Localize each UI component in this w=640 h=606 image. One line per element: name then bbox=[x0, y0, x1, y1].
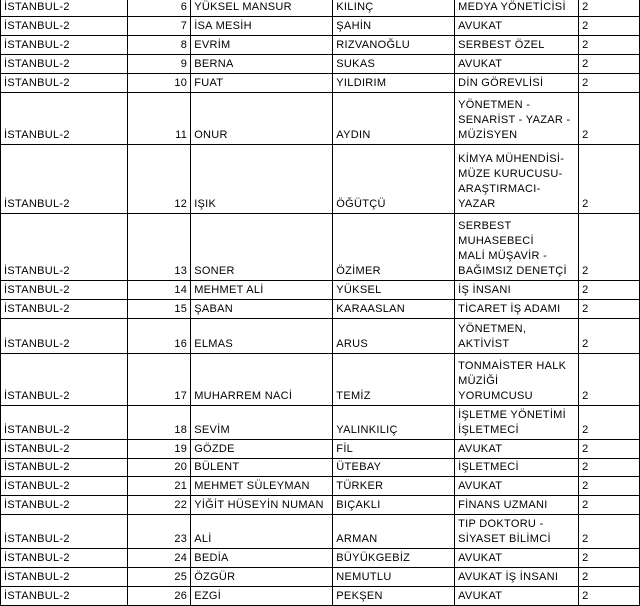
table-row bbox=[1, 74, 640, 93]
table-row bbox=[1, 459, 640, 477]
profession-cell bbox=[455, 354, 579, 406]
order-number-cell: 20 bbox=[128, 459, 191, 477]
surname-cell: ARMAN bbox=[333, 515, 455, 549]
order-number-cell: 26 bbox=[128, 587, 191, 606]
district-cell: İSTANBUL-2 bbox=[1, 74, 128, 93]
table-row bbox=[1, 515, 640, 549]
profession-cell bbox=[455, 300, 579, 319]
district-cell: İSTANBUL-2 bbox=[1, 496, 128, 515]
profession-cell bbox=[455, 93, 579, 145]
profession-cell bbox=[455, 17, 579, 36]
profession-line: AVUKAT bbox=[458, 20, 503, 32]
table-row bbox=[1, 300, 640, 319]
profession-cell bbox=[455, 496, 579, 515]
profession-line: MALİ MÜŞAVİR - bbox=[458, 250, 548, 262]
number-cell: 2 bbox=[579, 496, 640, 515]
order-number-cell: 6 bbox=[128, 0, 191, 17]
profession-line: AVUKAT bbox=[458, 590, 503, 602]
number-cell: 2 bbox=[579, 55, 640, 74]
name-cell: BEDİA bbox=[191, 549, 333, 568]
surname-cell: BÜYÜKGEBİZ bbox=[333, 549, 455, 568]
profession-line: FİNANS UZMANI bbox=[458, 499, 548, 511]
profession-line: KİMYA MÜHENDİSİ- bbox=[458, 153, 565, 165]
profession-line: AVUKAT bbox=[458, 552, 503, 564]
name-cell: IŞIK bbox=[191, 145, 333, 214]
profession-line: YÖNETMEN, AKTİVİST bbox=[458, 323, 527, 350]
district-cell: İSTANBUL-2 bbox=[1, 36, 128, 55]
number-cell: 2 bbox=[579, 300, 640, 319]
surname-cell: ŞAHİN bbox=[333, 17, 455, 36]
table-row bbox=[1, 55, 640, 74]
table-row bbox=[1, 281, 640, 300]
district-cell: İSTANBUL-2 bbox=[1, 459, 128, 477]
number-cell: 2 bbox=[579, 36, 640, 55]
district-cell: İSTANBUL-2 bbox=[1, 440, 128, 459]
surname-cell: SUKAS bbox=[333, 55, 455, 74]
name-cell: MEHMET ALİ bbox=[191, 281, 333, 300]
name-cell: EZGİ bbox=[191, 587, 333, 606]
name-cell: GÖZDE bbox=[191, 440, 333, 459]
number-cell: 2 bbox=[579, 568, 640, 587]
district-cell: İSTANBUL-2 bbox=[1, 477, 128, 496]
number-cell: 2 bbox=[579, 406, 640, 440]
table-row bbox=[1, 568, 640, 587]
profession-line: MÜZİĞİ YORUMCUSU bbox=[458, 375, 533, 402]
number-cell: 2 bbox=[579, 0, 640, 17]
table-row bbox=[1, 477, 640, 496]
order-number-cell: 16 bbox=[128, 319, 191, 354]
profession-cell bbox=[455, 214, 579, 281]
surname-cell: TEMİZ bbox=[333, 354, 455, 406]
district-cell: İSTANBUL-2 bbox=[1, 17, 128, 36]
surname-cell: ARUS bbox=[333, 319, 455, 354]
order-number-cell: 24 bbox=[128, 549, 191, 568]
district-cell: İSTANBUL-2 bbox=[1, 549, 128, 568]
number-cell: 2 bbox=[579, 145, 640, 214]
surname-cell: AYDIN bbox=[333, 93, 455, 145]
name-cell: YÜKSEL MANSUR bbox=[191, 0, 333, 17]
profession-line: AVUKAT bbox=[458, 58, 503, 70]
surname-cell: YILDIRIM bbox=[333, 74, 455, 93]
name-cell: MUHARREM NACİ bbox=[191, 354, 333, 406]
district-cell: İSTANBUL-2 bbox=[1, 0, 128, 17]
order-number-cell: 23 bbox=[128, 515, 191, 549]
order-number-cell: 13 bbox=[128, 214, 191, 281]
profession-line: İŞLETMECİ bbox=[458, 461, 519, 473]
table-row bbox=[1, 145, 640, 214]
profession-line: ARAŞTIRMACI- YAZAR bbox=[458, 183, 541, 210]
profession-cell bbox=[455, 145, 579, 214]
profession-cell bbox=[455, 55, 579, 74]
number-cell: 2 bbox=[579, 459, 640, 477]
order-number-cell: 8 bbox=[128, 36, 191, 55]
profession-cell bbox=[455, 515, 579, 549]
surname-cell: RIZVANOĞLU bbox=[333, 36, 455, 55]
number-cell: 2 bbox=[579, 93, 640, 145]
profession-line: AVUKAT İŞ İNSANI bbox=[458, 571, 559, 583]
number-cell: 2 bbox=[579, 17, 640, 36]
profession-line: BAĞIMSIZ DENETÇİ bbox=[458, 265, 567, 277]
name-cell: YİĞİT HÜSEYİN NUMAN bbox=[191, 496, 333, 515]
profession-cell bbox=[455, 440, 579, 459]
name-cell: ÖZGÜR bbox=[191, 568, 333, 587]
order-number-cell: 12 bbox=[128, 145, 191, 214]
profession-line: MÜZE KURUCUSU- bbox=[458, 168, 563, 180]
order-number-cell: 22 bbox=[128, 496, 191, 515]
profession-line: SİYASET BİLİMCİ bbox=[458, 533, 551, 545]
table-row bbox=[1, 0, 640, 17]
profession-line: AVUKAT bbox=[458, 480, 503, 492]
table-row bbox=[1, 17, 640, 36]
order-number-cell: 18 bbox=[128, 406, 191, 440]
name-cell: ŞABAN bbox=[191, 300, 333, 319]
surname-cell: KILINÇ bbox=[333, 0, 455, 17]
profession-line: İŞLETMECİ bbox=[458, 424, 519, 436]
number-cell: 2 bbox=[579, 74, 640, 93]
name-cell: EVRİM bbox=[191, 36, 333, 55]
surname-cell: FİL bbox=[333, 440, 455, 459]
name-cell: ONUR bbox=[191, 93, 333, 145]
profession-cell bbox=[455, 568, 579, 587]
name-cell: SONER bbox=[191, 214, 333, 281]
surname-cell: TÜRKER bbox=[333, 477, 455, 496]
district-cell: İSTANBUL-2 bbox=[1, 568, 128, 587]
name-cell: FUAT bbox=[191, 74, 333, 93]
table-row bbox=[1, 549, 640, 568]
order-number-cell: 11 bbox=[128, 93, 191, 145]
number-cell: 2 bbox=[579, 319, 640, 354]
order-number-cell: 9 bbox=[128, 55, 191, 74]
district-cell: İSTANBUL-2 bbox=[1, 145, 128, 214]
profession-cell bbox=[455, 549, 579, 568]
order-number-cell: 19 bbox=[128, 440, 191, 459]
order-number-cell: 14 bbox=[128, 281, 191, 300]
order-number-cell: 7 bbox=[128, 17, 191, 36]
district-cell: İSTANBUL-2 bbox=[1, 354, 128, 406]
number-cell: 2 bbox=[579, 515, 640, 549]
profession-cell bbox=[455, 281, 579, 300]
number-cell: 2 bbox=[579, 354, 640, 406]
profession-cell bbox=[455, 587, 579, 606]
table-row bbox=[1, 406, 640, 440]
profession-cell bbox=[455, 477, 579, 496]
number-cell: 2 bbox=[579, 477, 640, 496]
surname-cell: BIÇAKLI bbox=[333, 496, 455, 515]
district-cell: İSTANBUL-2 bbox=[1, 300, 128, 319]
order-number-cell: 17 bbox=[128, 354, 191, 406]
surname-cell: YALINKILIÇ bbox=[333, 406, 455, 440]
order-number-cell: 15 bbox=[128, 300, 191, 319]
profession-line: AVUKAT bbox=[458, 443, 503, 455]
profession-cell bbox=[455, 74, 579, 93]
profession-cell bbox=[455, 0, 579, 17]
table-row bbox=[1, 496, 640, 515]
profession-line: YÖNETMEN - bbox=[458, 99, 531, 111]
surname-cell: YÜKSEL bbox=[333, 281, 455, 300]
order-number-cell: 10 bbox=[128, 74, 191, 93]
surname-cell: ÖĞÜTÇÜ bbox=[333, 145, 455, 214]
profession-line: SERBEST MUHASEBECİ bbox=[458, 220, 534, 247]
order-number-cell: 21 bbox=[128, 477, 191, 496]
name-cell: İSA MESİH bbox=[191, 17, 333, 36]
name-cell: SEVİM bbox=[191, 406, 333, 440]
name-cell: ELMAS bbox=[191, 319, 333, 354]
profession-line: DİN GÖREVLİSİ bbox=[458, 77, 544, 89]
table-row bbox=[1, 93, 640, 145]
district-cell: İSTANBUL-2 bbox=[1, 406, 128, 440]
order-number-cell: 25 bbox=[128, 568, 191, 587]
number-cell: 2 bbox=[579, 440, 640, 459]
profession-line: MEDYA YÖNETİCİSİ bbox=[458, 1, 566, 13]
table-row bbox=[1, 440, 640, 459]
table-row bbox=[1, 36, 640, 55]
profession-line: TIP DOKTORU - bbox=[458, 518, 544, 530]
name-cell: BÜLENT bbox=[191, 459, 333, 477]
name-cell: MEHMET SÜLEYMAN bbox=[191, 477, 333, 496]
profession-cell bbox=[455, 319, 579, 354]
profession-line: İŞ İNSANI bbox=[458, 284, 511, 296]
table-row bbox=[1, 214, 640, 281]
profession-cell bbox=[455, 36, 579, 55]
profession-line: SENARİST - YAZAR - bbox=[458, 114, 571, 126]
number-cell: 2 bbox=[579, 214, 640, 281]
surname-cell: KARAASLAN bbox=[333, 300, 455, 319]
table-row bbox=[1, 319, 640, 354]
district-cell: İSTANBUL-2 bbox=[1, 587, 128, 606]
district-cell: İSTANBUL-2 bbox=[1, 214, 128, 281]
surname-cell: ÖZİMER bbox=[333, 214, 455, 281]
table-row bbox=[1, 587, 640, 606]
district-cell: İSTANBUL-2 bbox=[1, 55, 128, 74]
profession-line: TİCARET İŞ ADAMI bbox=[458, 303, 561, 315]
table-row bbox=[1, 354, 640, 406]
profession-cell bbox=[455, 406, 579, 440]
number-cell: 2 bbox=[579, 281, 640, 300]
district-cell: İSTANBUL-2 bbox=[1, 93, 128, 145]
surname-cell: NEMUTLU bbox=[333, 568, 455, 587]
number-cell: 2 bbox=[579, 587, 640, 606]
district-cell: İSTANBUL-2 bbox=[1, 281, 128, 300]
name-cell: BERNA bbox=[191, 55, 333, 74]
number-cell: 2 bbox=[579, 549, 640, 568]
profession-line: SERBEST ÖZEL bbox=[458, 39, 545, 51]
profession-line: MÜZİSYEN bbox=[458, 129, 518, 141]
surname-cell: ÜTEBAY bbox=[333, 459, 455, 477]
profession-cell bbox=[455, 459, 579, 477]
district-cell: İSTANBUL-2 bbox=[1, 319, 128, 354]
profession-line: İŞLETME YÖNETİMİ bbox=[458, 409, 567, 421]
surname-cell: PEKŞEN bbox=[333, 587, 455, 606]
profession-line: TONMAİSTER HALK bbox=[458, 360, 567, 372]
name-cell: ALİ bbox=[191, 515, 333, 549]
district-cell: İSTANBUL-2 bbox=[1, 515, 128, 549]
